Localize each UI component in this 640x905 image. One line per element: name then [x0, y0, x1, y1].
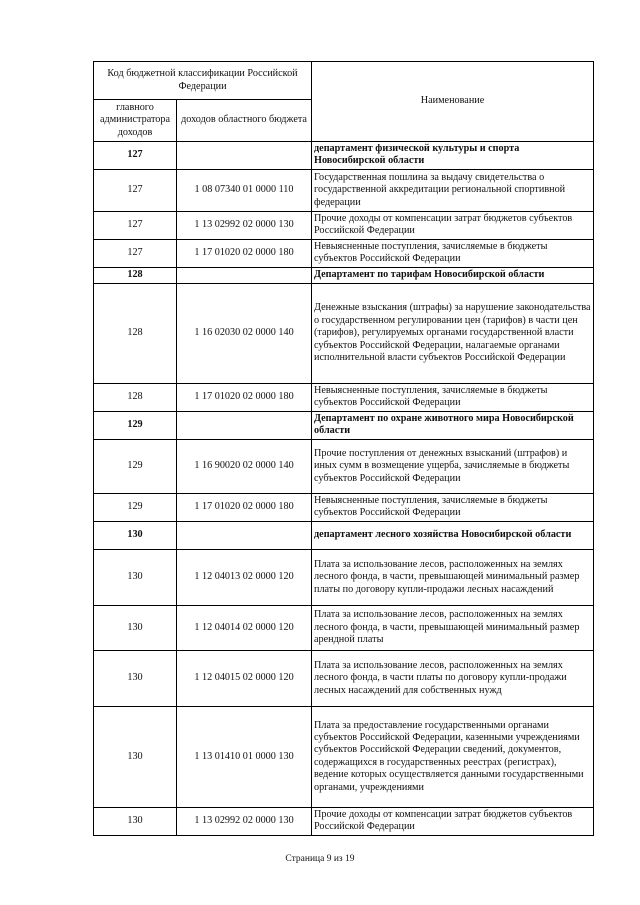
table-row: [94, 169, 594, 211]
page-number: Страница 9 из 19: [285, 854, 355, 864]
admin-cell: 130: [94, 521, 177, 549]
table-row: [94, 493, 594, 521]
code-cell: [177, 521, 312, 549]
name-cell: Плата за использование лесов, расположенных на землях лесного фонда, в части, превышающей минимальный размер платы по договору купли-продажи лесных насаждений: [312, 549, 594, 605]
admin-cell: 128: [94, 267, 177, 283]
table-row: [94, 605, 594, 650]
table-row: [94, 211, 594, 239]
code-cell: [177, 267, 312, 283]
name-cell: Невыясненные поступления, зачисляемые в бюджеты субъектов Российской Федерации: [312, 493, 594, 521]
name-cell: Государственная пошлина за выдачу свидетельства о государственной аккредитации региональной спортивной федерации: [312, 169, 594, 211]
table-row: [94, 807, 594, 835]
name-cell: Невыясненные поступления, зачисляемые в бюджеты субъектов Российской Федерации: [312, 239, 594, 267]
code-cell: [177, 142, 312, 170]
header-name: Наименование: [312, 62, 594, 142]
table-header-row: [94, 62, 594, 100]
name-cell: Плата за использование лесов, расположенных на землях лесного фонда, в части платы по договору купли-продажи лесных насаждений для собственных нужд: [312, 650, 594, 706]
table-row: [94, 706, 594, 807]
admin-cell: 129: [94, 411, 177, 439]
code-cell: 1 12 04015 02 0000 120: [177, 650, 312, 706]
name-cell: Невыясненные поступления, зачисляемые в бюджеты субъектов Российской Федерации: [312, 383, 594, 411]
code-cell: 1 13 02992 02 0000 130: [177, 211, 312, 239]
admin-cell: 129: [94, 439, 177, 493]
table-row: [94, 239, 594, 267]
budget-classification-table: [93, 61, 594, 836]
code-cell: 1 08 07340 01 0000 110: [177, 169, 312, 211]
code-cell: 1 17 01020 02 0000 180: [177, 239, 312, 267]
name-cell: департамент лесного хозяйства Новосибирской области: [312, 521, 594, 549]
admin-cell: 130: [94, 650, 177, 706]
table-row: [94, 650, 594, 706]
code-cell: 1 16 02030 02 0000 140: [177, 283, 312, 383]
table-row: [94, 142, 594, 170]
name-cell: Департамент по тарифам Новосибирской области: [312, 267, 594, 283]
table-row: [94, 521, 594, 549]
name-cell: Прочие доходы от компенсации затрат бюджетов субъектов Российской Федерации: [312, 211, 594, 239]
table-row: [94, 411, 594, 439]
table-row: [94, 267, 594, 283]
name-cell: Департамент по охране животного мира Новосибирской области: [312, 411, 594, 439]
header-code: доходов областного бюджета: [177, 100, 312, 142]
table-row: [94, 283, 594, 383]
table-row: [94, 439, 594, 493]
table-row: [94, 549, 594, 605]
admin-cell: 128: [94, 283, 177, 383]
admin-cell: 129: [94, 493, 177, 521]
name-cell: Прочие доходы от компенсации затрат бюджетов субъектов Российской Федерации: [312, 807, 594, 835]
code-cell: 1 12 04014 02 0000 120: [177, 605, 312, 650]
table-row: [94, 383, 594, 411]
admin-cell: 130: [94, 807, 177, 835]
code-cell: 1 12 04013 02 0000 120: [177, 549, 312, 605]
name-cell: Денежные взыскания (штрафы) за нарушение законодательства о государственном регулировании цен (тарифов) в части цен (тарифов), регулируемых органами государственной власти субъектов Российской Федерации, налагаемые органами исполнительной власти субъектов Российской Федерации: [312, 283, 594, 383]
code-cell: [177, 411, 312, 439]
code-cell: 1 17 01020 02 0000 180: [177, 493, 312, 521]
code-cell: 1 16 90020 02 0000 140: [177, 439, 312, 493]
admin-cell: 127: [94, 239, 177, 267]
code-cell: 1 13 02992 02 0000 130: [177, 807, 312, 835]
name-cell: Прочие поступления от денежных взысканий (штрафов) и иных сумм в возмещение ущерба, зачисляемые в бюджеты субъектов Российской Федерации: [312, 439, 594, 493]
admin-cell: 128: [94, 383, 177, 411]
header-admin: главного администратора доходов: [94, 100, 177, 142]
header-group-title: Код бюджетной классификации Российской Федерации: [94, 62, 312, 100]
admin-cell: 130: [94, 706, 177, 807]
admin-cell: 127: [94, 169, 177, 211]
name-cell: Плата за использование лесов, расположенных на землях лесного фонда, в части, превышающей минимальный размер арендной платы: [312, 605, 594, 650]
admin-cell: 130: [94, 605, 177, 650]
admin-cell: 127: [94, 211, 177, 239]
admin-cell: 130: [94, 549, 177, 605]
name-cell: департамент физической культуры и спорта Новосибирской области: [312, 142, 594, 170]
admin-cell: 127: [94, 142, 177, 170]
code-cell: 1 17 01020 02 0000 180: [177, 383, 312, 411]
code-cell: 1 13 01410 01 0000 130: [177, 706, 312, 807]
name-cell: Плата за предоставление государственными органами субъектов Российской Федерации, казенными учреждениями субъектов Российской Федерации сведений, документов, содержащихся в государственных реестрах (регистрах), ведение которых осуществляется данными государственными органами, учреждениями: [312, 706, 594, 807]
